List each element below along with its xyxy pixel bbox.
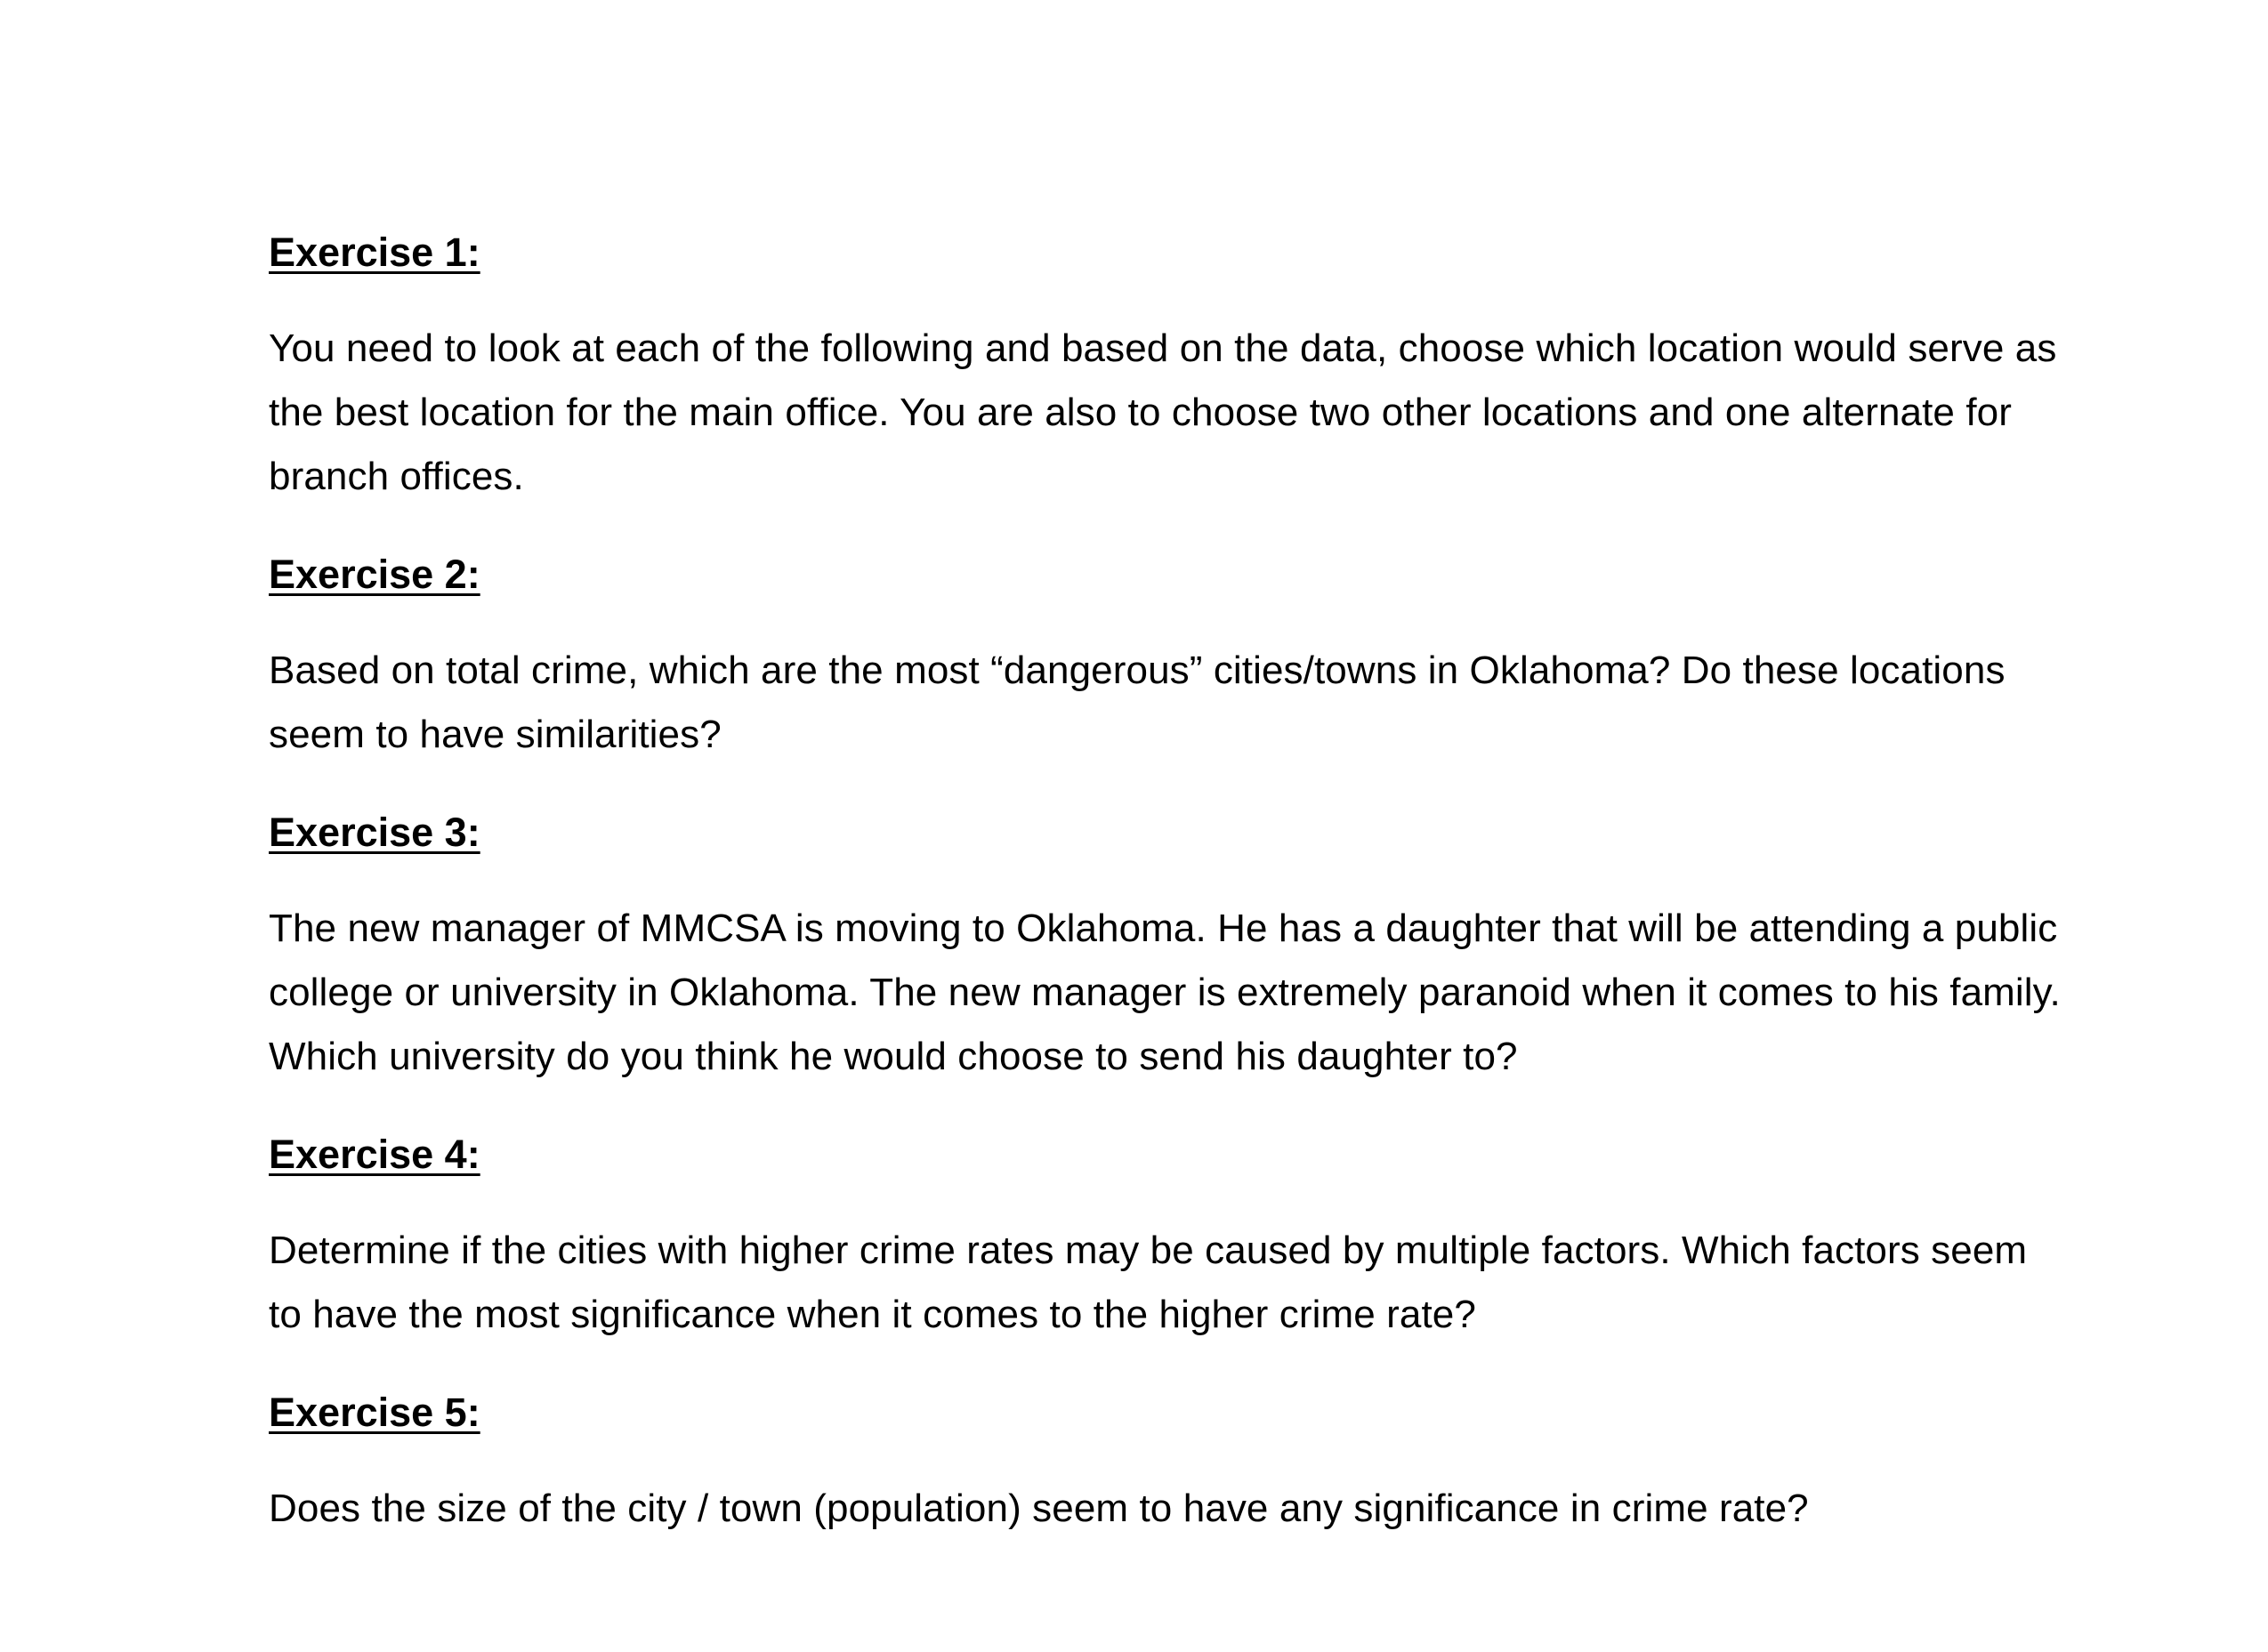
exercise-2-heading: Exercise 2: bbox=[269, 552, 480, 597]
exercise-1-heading: Exercise 1: bbox=[269, 230, 480, 275]
exercise-5-heading: Exercise 5: bbox=[269, 1390, 480, 1435]
exercise-4-text: Determine if the cities with higher crime rates may be caused by multiple factors. Which factors seem to have the most significance when it comes to the higher crime rate? bbox=[269, 1229, 2028, 1336]
exercise-1-text: You need to look at each of the following and based on the data, choose which location would serve as the best location for the main office. You are also to choose two other locations and one alternate for branch offices. bbox=[269, 326, 2057, 498]
exercise-3 bbox=[269, 801, 2066, 1089]
document-content bbox=[269, 221, 2066, 1575]
exercise-5 bbox=[269, 1381, 2066, 1541]
exercise-4 bbox=[269, 1123, 2066, 1347]
exercise-4-heading: Exercise 4: bbox=[269, 1132, 480, 1177]
exercise-5-text: Does the size of the city / town (population) seem to have any significance in crime rate? bbox=[269, 1487, 1809, 1530]
exercise-3-heading: Exercise 3: bbox=[269, 810, 480, 855]
exercise-2-text: Based on total crime, which are the most “dangerous” cities/towns in Oklahoma? Do these locations seem to have similarities? bbox=[269, 649, 2006, 756]
exercise-3-text: The new manager of MMCSA is moving to Oklahoma. He has a daughter that will be attending a public college or university in Oklahoma. The new manager is extremely paranoid when it comes to his family. Which university do you think he would choose to send his daughter to? bbox=[269, 907, 2061, 1078]
exercise-2 bbox=[269, 543, 2066, 767]
exercise-1 bbox=[269, 221, 2066, 509]
